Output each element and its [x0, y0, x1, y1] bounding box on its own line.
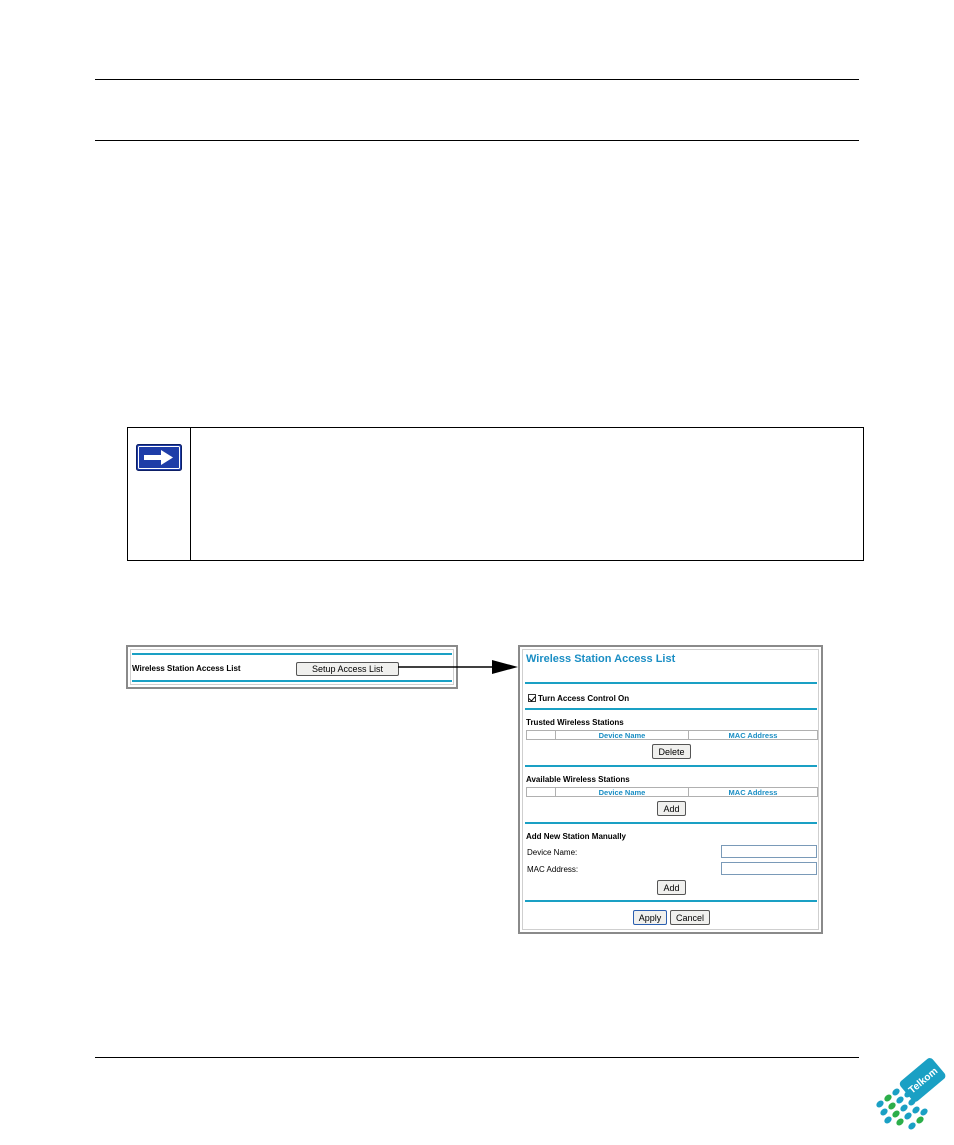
- device-name-input[interactable]: [721, 845, 817, 858]
- access-control-checkbox[interactable]: [528, 694, 536, 702]
- mac-address-label: MAC Address:: [527, 865, 579, 874]
- logo-dot: [911, 1105, 921, 1115]
- panel-rule: [525, 765, 817, 767]
- logo-dot: [899, 1103, 909, 1113]
- logo-dot: [887, 1101, 897, 1111]
- panel-rule: [525, 682, 817, 684]
- device-name-label: Device Name:: [527, 848, 578, 857]
- logo-dot: [919, 1107, 929, 1117]
- logo-dot: [895, 1095, 905, 1105]
- header-rule-top: [95, 79, 859, 80]
- logo-dot: [915, 1115, 925, 1125]
- logo-dot: [891, 1087, 901, 1097]
- manual-heading: Add New Station Manually: [526, 832, 627, 841]
- logo-dot: [883, 1115, 893, 1125]
- access-list-label: Wireless Station Access List: [132, 664, 241, 673]
- mac-address-column-header: MAC Address: [728, 788, 778, 797]
- add-available-button[interactable]: Add: [657, 801, 686, 816]
- trusted-table-header: [526, 730, 818, 740]
- header-rule-bottom: [95, 140, 859, 141]
- setup-access-list-button[interactable]: Setup Access List: [296, 662, 399, 676]
- apply-button[interactable]: Apply: [633, 910, 667, 925]
- panel-rule-top: [132, 653, 452, 655]
- logo-dot: [907, 1121, 917, 1130]
- note-box: [127, 427, 864, 561]
- telkom-logo: [874, 1052, 950, 1130]
- select-column-header: [527, 731, 556, 739]
- logo-text: Telkom: [906, 1065, 941, 1097]
- access-control-label: Turn Access Control On: [538, 694, 630, 703]
- footer-rule: [95, 1057, 859, 1058]
- logo-dot: [895, 1117, 905, 1127]
- mac-address-column-header: MAC Address: [728, 731, 778, 740]
- panel-title: Wireless Station Access List: [526, 653, 676, 665]
- panel-rule: [525, 900, 817, 902]
- cancel-button[interactable]: Cancel: [670, 910, 710, 925]
- panel-rule: [525, 708, 817, 710]
- logo-dot: [883, 1093, 893, 1103]
- logo-dot: [891, 1109, 901, 1119]
- device-name-column-header: Device Name: [556, 731, 689, 739]
- delete-button[interactable]: Delete: [652, 744, 691, 759]
- available-heading: Available Wireless Stations: [526, 775, 630, 784]
- checkmark-icon: [529, 694, 536, 701]
- mac-address-input[interactable]: [721, 862, 817, 875]
- available-table-header: [526, 787, 818, 797]
- note-divider: [190, 428, 191, 560]
- logo-dot: [879, 1107, 889, 1117]
- select-column-header: [527, 788, 556, 796]
- logo-dot: [903, 1111, 913, 1121]
- access-list-panel: [518, 645, 823, 934]
- add-manual-button[interactable]: Add: [657, 880, 686, 895]
- device-name-column-header: Device Name: [556, 788, 689, 796]
- connector-arrow-icon: [398, 656, 518, 676]
- panel-rule: [525, 822, 817, 824]
- logo-dot: [875, 1099, 885, 1109]
- trusted-heading: Trusted Wireless Stations: [526, 718, 624, 727]
- arrow-right-icon: [136, 444, 182, 471]
- panel-rule-bottom: [132, 680, 452, 682]
